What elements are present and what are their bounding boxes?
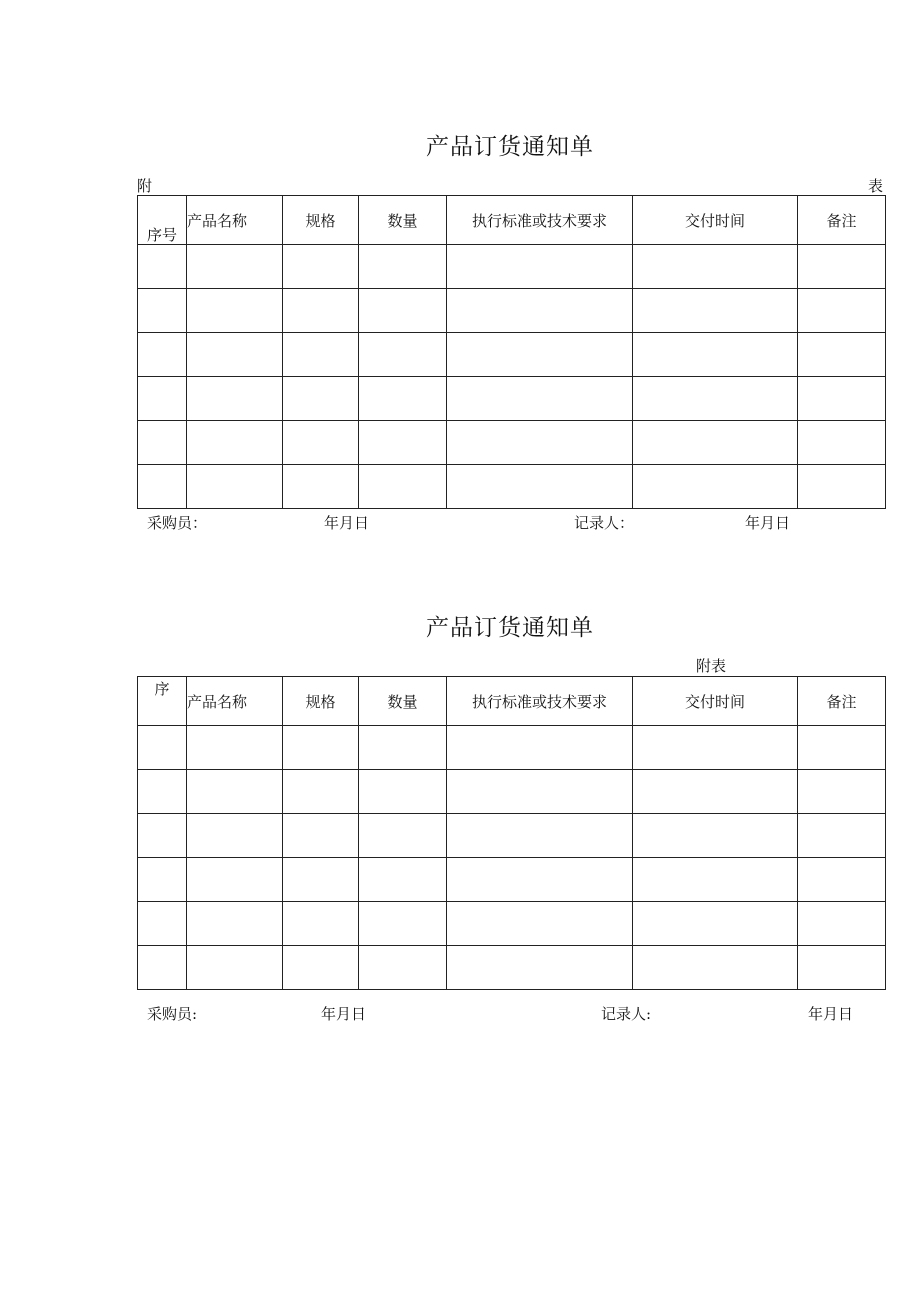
cell — [187, 946, 283, 990]
cell — [187, 421, 283, 465]
cell — [447, 377, 633, 421]
cell — [283, 726, 359, 770]
cell — [138, 333, 187, 377]
order-table — [137, 195, 886, 509]
cell — [138, 946, 187, 990]
cell — [798, 289, 886, 333]
cell — [359, 946, 447, 990]
cell — [447, 726, 633, 770]
header-spec: 规格 — [283, 196, 359, 245]
cell — [283, 245, 359, 289]
cell — [633, 465, 798, 509]
header-seq: 序 — [138, 677, 187, 726]
table-body — [138, 245, 886, 509]
cell — [798, 421, 886, 465]
cell — [633, 289, 798, 333]
cell — [798, 902, 886, 946]
cell — [447, 814, 633, 858]
header-delivery-time: 交付时间 — [633, 196, 798, 245]
cell — [633, 902, 798, 946]
table-row — [138, 770, 886, 814]
cell — [447, 770, 633, 814]
cell — [359, 465, 447, 509]
cell — [798, 245, 886, 289]
cell — [283, 902, 359, 946]
cell — [633, 858, 798, 902]
form-title: 产品订货通知单 — [426, 615, 594, 641]
cell — [283, 770, 359, 814]
table-row — [138, 726, 886, 770]
cell — [283, 289, 359, 333]
date-label: 年月日 — [324, 514, 370, 532]
cell — [138, 465, 187, 509]
table-row — [138, 377, 886, 421]
cell — [633, 245, 798, 289]
cell — [359, 726, 447, 770]
table-row — [138, 902, 886, 946]
cell — [447, 465, 633, 509]
date-label: 年月日 — [808, 1005, 854, 1023]
header-quantity: 数量 — [359, 677, 447, 726]
attach-label-left: 附 — [137, 177, 153, 195]
header-row — [138, 677, 886, 726]
header-product-name: 产品名称 — [187, 196, 283, 245]
cell — [798, 377, 886, 421]
order-table — [137, 676, 886, 990]
cell — [187, 726, 283, 770]
cell — [447, 858, 633, 902]
cell — [633, 946, 798, 990]
cell — [187, 465, 283, 509]
cell — [633, 770, 798, 814]
cell — [359, 333, 447, 377]
cell — [798, 814, 886, 858]
date-label: 年月日 — [321, 1005, 367, 1023]
cell — [798, 946, 886, 990]
date-label: 年月日 — [745, 514, 791, 532]
cell — [359, 902, 447, 946]
table-row — [138, 245, 886, 289]
cell — [138, 377, 187, 421]
table-row — [138, 465, 886, 509]
cell — [447, 333, 633, 377]
table-row — [138, 858, 886, 902]
cell — [798, 726, 886, 770]
table-row — [138, 946, 886, 990]
table-row — [138, 333, 886, 377]
cell — [798, 858, 886, 902]
header-seq: 序号 — [138, 196, 187, 245]
header-row — [138, 196, 886, 245]
cell — [447, 289, 633, 333]
cell — [359, 377, 447, 421]
cell — [138, 858, 187, 902]
cell — [798, 770, 886, 814]
table-row — [138, 421, 886, 465]
cell — [359, 858, 447, 902]
cell — [359, 289, 447, 333]
cell — [633, 421, 798, 465]
header-standard: 执行标准或技术要求 — [447, 677, 633, 726]
cell — [138, 421, 187, 465]
cell — [138, 245, 187, 289]
header-remark: 备注 — [798, 677, 886, 726]
cell — [283, 333, 359, 377]
cell — [633, 726, 798, 770]
cell — [447, 245, 633, 289]
cell — [798, 333, 886, 377]
form-title: 产品订货通知单 — [426, 134, 594, 160]
header-quantity: 数量 — [359, 196, 447, 245]
cell — [187, 814, 283, 858]
table-row — [138, 289, 886, 333]
cell — [187, 377, 283, 421]
header-standard: 执行标准或技术要求 — [447, 196, 633, 245]
header-product-name: 产品名称 — [187, 677, 283, 726]
cell — [447, 421, 633, 465]
cell — [359, 814, 447, 858]
header-remark: 备注 — [798, 196, 886, 245]
header-delivery-time: 交付时间 — [633, 677, 798, 726]
recorder-label: 记录人： — [574, 514, 635, 532]
cell — [138, 289, 187, 333]
cell — [359, 421, 447, 465]
cell — [283, 465, 359, 509]
cell — [283, 377, 359, 421]
cell — [633, 814, 798, 858]
table-body — [138, 726, 886, 990]
cell — [187, 245, 283, 289]
cell — [187, 902, 283, 946]
cell — [187, 289, 283, 333]
buyer-label: 采购员： — [147, 514, 208, 532]
cell — [447, 902, 633, 946]
cell — [138, 814, 187, 858]
recorder-label: 记录人: — [601, 1005, 652, 1023]
cell — [138, 726, 187, 770]
cell — [187, 770, 283, 814]
buyer-label: 采购员: — [147, 1005, 198, 1023]
cell — [283, 814, 359, 858]
cell — [138, 770, 187, 814]
attach-label: 附表 — [696, 657, 727, 675]
cell — [633, 333, 798, 377]
attach-label-right: 表 — [868, 177, 884, 195]
cell — [633, 377, 798, 421]
cell — [283, 858, 359, 902]
cell — [187, 333, 283, 377]
cell — [283, 946, 359, 990]
cell — [138, 902, 187, 946]
cell — [283, 421, 359, 465]
cell — [447, 946, 633, 990]
header-spec: 规格 — [283, 677, 359, 726]
cell — [359, 770, 447, 814]
cell — [359, 245, 447, 289]
cell — [187, 858, 283, 902]
cell — [798, 465, 886, 509]
table-row — [138, 814, 886, 858]
